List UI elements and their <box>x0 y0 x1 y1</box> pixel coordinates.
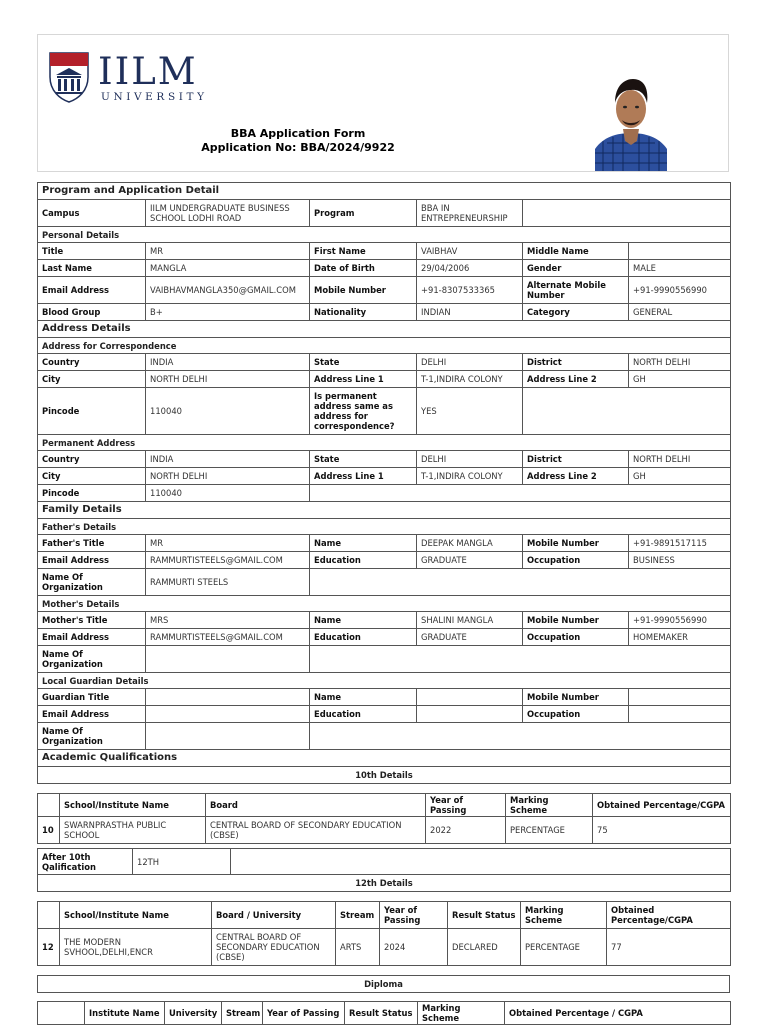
value-father-mobile: +91-9891517115 <box>629 535 731 552</box>
label-alt-mobile: Alternate Mobile Number <box>523 277 629 304</box>
label-city: City <box>38 371 146 388</box>
value-guardian-occupation <box>629 706 731 723</box>
value-mother-name: SHALINI MANGLA <box>417 612 523 629</box>
diploma-header-table <box>37 975 730 993</box>
value-program: BBA IN ENTREPRENEURSHIP <box>417 200 523 227</box>
section-twelfth: 12th Details <box>38 875 731 892</box>
value-alt-mobile: +91-9990556990 <box>629 277 731 304</box>
value-gender: MALE <box>629 260 731 277</box>
col-scheme: Marking Scheme <box>506 794 593 817</box>
label-organization: Name Of Organization <box>38 723 146 750</box>
value-guardian-name <box>417 689 523 706</box>
label-email: Email Address <box>38 277 146 304</box>
value-guardian-email <box>146 706 310 723</box>
value-corr-state: DELHI <box>417 354 523 371</box>
section-tenth: 10th Details <box>38 767 731 784</box>
value-email: VAIBHAVMANGLA350@GMAIL.COM <box>146 277 310 304</box>
section-diploma: Diploma <box>38 976 730 993</box>
twelfth-details-table <box>37 901 731 966</box>
label-state: State <box>310 354 417 371</box>
section-father: Father's Details <box>38 519 731 535</box>
applicant-photo <box>595 67 667 171</box>
application-details-table <box>37 182 731 784</box>
col-year: Year of Passing <box>380 902 448 929</box>
label-father-title: Father's Title <box>38 535 146 552</box>
value-guardian-title <box>146 689 310 706</box>
section-mother: Mother's Details <box>38 596 731 612</box>
value-guardian-mobile <box>629 689 731 706</box>
label-address-line1: Address Line 1 <box>310 468 417 485</box>
label-pincode: Pincode <box>38 485 146 502</box>
value-mobile: +91-8307533365 <box>417 277 523 304</box>
label-district: District <box>523 451 629 468</box>
value-corr-district: NORTH DELHI <box>629 354 731 371</box>
col-percentage: Obtained Percentage / CGPA <box>505 1002 731 1025</box>
label-title: Title <box>38 243 146 260</box>
value-last-name: MANGLA <box>146 260 310 277</box>
label-mother-title: Mother's Title <box>38 612 146 629</box>
value-mother-email: RAMMURTISTEELS@GMAIL.COM <box>146 629 310 646</box>
label-mobile: Mobile Number <box>310 277 417 304</box>
value-mother-education: GRADUATE <box>417 629 523 646</box>
value-father-education: GRADUATE <box>417 552 523 569</box>
after-tenth-table <box>37 848 731 892</box>
section-academic: Academic Qualifications <box>38 750 731 767</box>
value-perm-line1: T-1,INDIRA COLONY <box>417 468 523 485</box>
label-category: Category <box>523 304 629 321</box>
label-education: Education <box>310 706 417 723</box>
label-district: District <box>523 354 629 371</box>
form-title: BBA Application Form <box>230 127 366 140</box>
label-city: City <box>38 468 146 485</box>
value-twelfth-scheme: PERCENTAGE <box>521 929 607 966</box>
value-perm-district: NORTH DELHI <box>629 451 731 468</box>
label-nationality: Nationality <box>310 304 417 321</box>
value-twelfth-status: DECLARED <box>448 929 521 966</box>
university-logo <box>48 49 228 103</box>
label-education: Education <box>310 552 417 569</box>
value-father-title: MR <box>146 535 310 552</box>
value-corr-city: NORTH DELHI <box>146 371 310 388</box>
value-perm-country: INDIA <box>146 451 310 468</box>
value-perm-pincode: 110040 <box>146 485 310 502</box>
label-gender: Gender <box>523 260 629 277</box>
value-dob: 29/04/2006 <box>417 260 523 277</box>
col-university: University <box>165 1002 222 1025</box>
label-country: Country <box>38 451 146 468</box>
value-tenth-percentage: 75 <box>593 817 731 844</box>
table-row <box>38 817 731 844</box>
label-pincode: Pincode <box>38 388 146 435</box>
label-name: Name <box>310 689 417 706</box>
label-address-line2: Address Line 2 <box>523 468 629 485</box>
value-tenth-school: SWARNPRASTHA PUBLIC SCHOOL <box>60 817 206 844</box>
section-address: Address Details <box>38 321 731 338</box>
section-family: Family Details <box>38 502 731 519</box>
label-blood-group: Blood Group <box>38 304 146 321</box>
value-twelfth-stream: ARTS <box>336 929 380 966</box>
value-twelfth-percentage: 77 <box>607 929 731 966</box>
value-title: MR <box>146 243 310 260</box>
label-occupation: Occupation <box>523 706 629 723</box>
value-father-occupation: BUSINESS <box>629 552 731 569</box>
label-email: Email Address <box>38 706 146 723</box>
section-guardian: Local Guardian Details <box>38 673 731 689</box>
value-tenth-scheme: PERCENTAGE <box>506 817 593 844</box>
logo-sub: UNIVERSITY <box>101 91 208 103</box>
tenth-details-table <box>37 793 731 844</box>
section-correspondence: Address for Correspondence <box>38 338 731 354</box>
row-number: 12 <box>38 929 60 966</box>
col-stream: Stream <box>222 1002 263 1025</box>
label-education: Education <box>310 629 417 646</box>
value-father-name: DEEPAK MANGLA <box>417 535 523 552</box>
label-name: Name <box>310 612 417 629</box>
value-mother-org <box>146 646 310 673</box>
value-after-tenth: 12TH <box>133 849 231 875</box>
value-perm-city: NORTH DELHI <box>146 468 310 485</box>
label-first-name: First Name <box>310 243 417 260</box>
row-number: 10 <box>38 817 60 844</box>
col-scheme: Marking Scheme <box>521 902 607 929</box>
label-mobile: Mobile Number <box>523 612 629 629</box>
label-program: Program <box>310 200 417 227</box>
label-organization: Name Of Organization <box>38 569 146 596</box>
col-status: Result Status <box>345 1002 418 1025</box>
value-twelfth-board: CENTRAL BOARD OF SECONDARY EDUCATION (CBSE) <box>212 929 336 966</box>
value-corr-line1: T-1,INDIRA COLONY <box>417 371 523 388</box>
label-mobile: Mobile Number <box>523 689 629 706</box>
label-state: State <box>310 451 417 468</box>
value-guardian-education <box>417 706 523 723</box>
label-mobile: Mobile Number <box>523 535 629 552</box>
value-corr-pincode: 110040 <box>146 388 310 435</box>
value-corr-line2: GH <box>629 371 731 388</box>
value-blood-group: B+ <box>146 304 310 321</box>
col-year: Year of Passing <box>426 794 506 817</box>
col-school: School/Institute Name <box>60 794 206 817</box>
label-name: Name <box>310 535 417 552</box>
value-mother-title: MRS <box>146 612 310 629</box>
col-school: School/Institute Name <box>60 902 212 929</box>
label-organization: Name Of Organization <box>38 646 146 673</box>
label-middle-name: Middle Name <box>523 243 629 260</box>
label-address-line2: Address Line 2 <box>523 371 629 388</box>
value-perm-line2: GH <box>629 468 731 485</box>
value-nationality: INDIAN <box>417 304 523 321</box>
value-mother-occupation: HOMEMAKER <box>629 629 731 646</box>
form-header <box>37 34 729 172</box>
value-middle-name <box>629 243 731 260</box>
value-first-name: VAIBHAV <box>417 243 523 260</box>
shield-icon <box>50 53 88 102</box>
label-after-tenth: After 10th Qalification <box>38 849 133 875</box>
value-corr-country: INDIA <box>146 354 310 371</box>
col-status: Result Status <box>448 902 521 929</box>
value-perm-state: DELHI <box>417 451 523 468</box>
col-year: Year of Passing <box>263 1002 345 1025</box>
value-tenth-board: CENTRAL BOARD OF SECONDARY EDUCATION (CBSE) <box>206 817 426 844</box>
value-mother-mobile: +91-9990556990 <box>629 612 731 629</box>
label-dob: Date of Birth <box>310 260 417 277</box>
label-last-name: Last Name <box>38 260 146 277</box>
diploma-details-table <box>37 1001 731 1025</box>
col-board: Board <box>206 794 426 817</box>
value-father-org: RAMMURTI STEELS <box>146 569 310 596</box>
value-twelfth-year: 2024 <box>380 929 448 966</box>
label-country: Country <box>38 354 146 371</box>
col-percentage: Obtained Percentage/CGPA <box>607 902 731 929</box>
label-same-address: Is permanent address same as address for correspondence? <box>310 388 417 435</box>
value-father-email: RAMMURTISTEELS@GMAIL.COM <box>146 552 310 569</box>
logo-main: IILM <box>98 50 198 93</box>
col-percentage: Obtained Percentage/CGPA <box>593 794 731 817</box>
section-program: Program and Application Detail <box>38 183 731 200</box>
label-guardian-title: Guardian Title <box>38 689 146 706</box>
col-stream: Stream <box>336 902 380 929</box>
label-occupation: Occupation <box>523 552 629 569</box>
table-row <box>38 929 731 966</box>
section-personal: Personal Details <box>38 227 731 243</box>
application-number: Application No: BBA/2024/9922 <box>201 141 395 154</box>
value-guardian-org <box>146 723 310 750</box>
label-occupation: Occupation <box>523 629 629 646</box>
value-category: GENERAL <box>629 304 731 321</box>
label-campus: Campus <box>38 200 146 227</box>
label-address-line1: Address Line 1 <box>310 371 417 388</box>
value-tenth-year: 2022 <box>426 817 506 844</box>
value-twelfth-school: THE MODERN SVHOOL,DELHI,ENCR <box>60 929 212 966</box>
value-campus: IILM UNDERGRADUATE BUSINESS SCHOOL LODHI ROAD <box>146 200 310 227</box>
section-permanent: Permanent Address <box>38 435 731 451</box>
col-board: Board / University <box>212 902 336 929</box>
label-email: Email Address <box>38 629 146 646</box>
col-institute: Institute Name <box>85 1002 165 1025</box>
label-email: Email Address <box>38 552 146 569</box>
value-same-address: YES <box>417 388 523 435</box>
col-scheme: Marking Scheme <box>418 1002 505 1025</box>
